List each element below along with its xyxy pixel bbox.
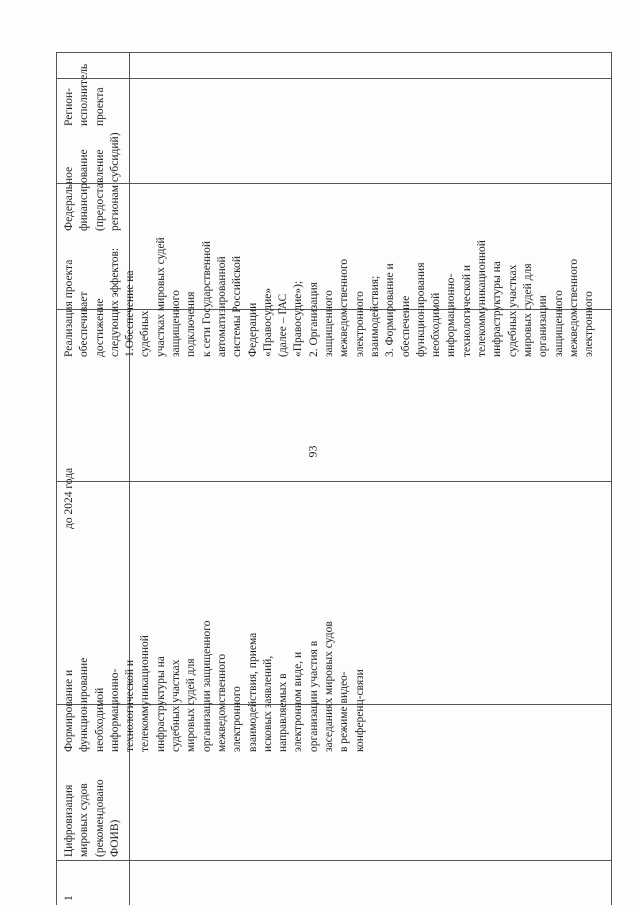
rotated-table xyxy=(56,52,612,905)
cell-result: Реализация проекта обеспечивает достижение следующих эффектов: 1.Обеспечение на судебных участках мировых судей защищенного подключения к сети Государственной автоматизированной системы Российской Федерации «Правосудие» (далее – ГАС «Правосудие»); 2. Организация защищенного межведомственного электронного взаимодействия; 3. Формирование и обеспечение функционирования необходимой информационно- технологической и телекоммуникационной инфраструктуры на судебных участках мировых судей для организации защищенного межведомственного электронного xyxy=(63,237,596,357)
cell-project: Цифровизация мировых судов (рекомендовано ФОИВ) xyxy=(63,779,121,857)
cell-activity: Формирование и функционирование необходимой информационно- технологической и телекоммуникационной инфраструктуры на судебных участках мировых судей для организации защищенного межведомственного электронного взаимодействия, приема исковых заявлений, направляемых в электронном виде, и организации участия в заседаниях мировых судов в режиме видео- конференц-связи xyxy=(63,620,366,752)
cell-financing: Федеральное финансирование (предоставление регионам субсидий) xyxy=(63,132,121,231)
page-number: 93 xyxy=(305,445,320,458)
cell-executor: Регион-исполнитель проекта xyxy=(63,63,106,126)
cell-deadline: до 2024 года xyxy=(63,467,75,529)
cell-row-number: 1 xyxy=(63,895,75,901)
